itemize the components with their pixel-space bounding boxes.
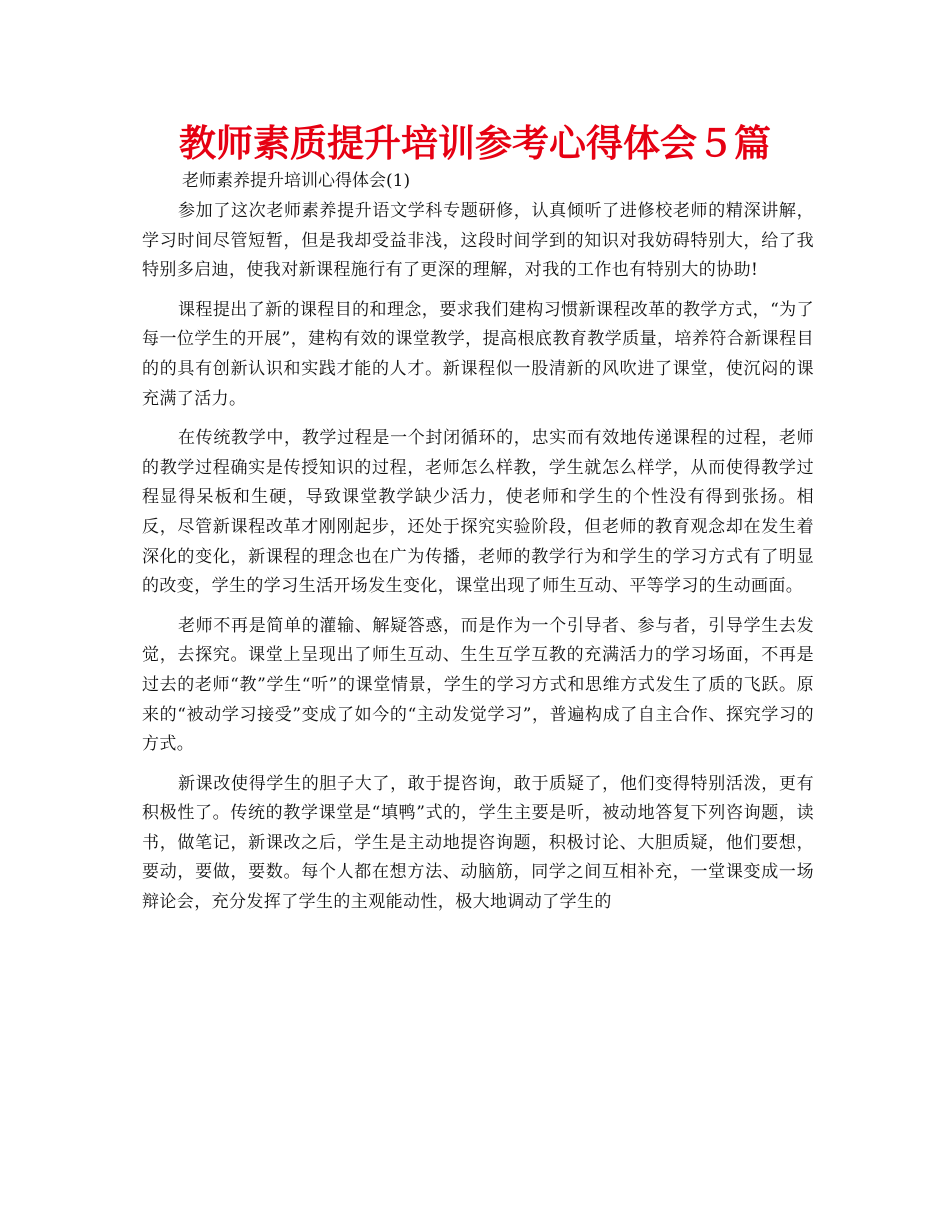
paragraph-4: 老师不再是简单的灌输、解疑答惑，而是作为一个引导者、参与者，引导学生去发觉，去探究。课堂上呈现出了师生互动、生生互学互教的充满活力的学习场面，不再是过去的老师“教”学生“听”的课堂情景，学生的学习方式和思维方式发生了质的飞跃。原来的“被动学习接受”变成了如今的“主动发觉学习”，普遍构成了自主合作、探究学习的方式。: [142, 615, 814, 755]
paragraph-3: 在传统教学中，教学过程是一个封闭循环的，忠实而有效地传递课程的过程，老师的教学过程确实是传授知识的过程，老师怎么样教，学生就怎么样学，从而使得教学过程显得呆板和生硬，导致课堂教学缺少活力，使老师和学生的个性没有得到张扬。相反，尽管新课程改革才刚刚起步，还处于探究实验阶段，但老师的教育观念却在发生着深化的变化，新课程的理念也在广为传播，老师的教学行为和学生的学习方式有了明显的改变，学生的学习生活开场发生变化，课堂出现了师生互动、平等学习的生动画面。: [142, 428, 814, 597]
paragraph-1: 参加了这次老师素养提升语文学科专题研修，认真倾听了进修校老师的精深讲解，学习时间尽管短暂，但是我却受益非浅，这段时间学到的知识对我妨碍特别大，给了我特别多启迪，使我对新课程施行有了更深的理解，对我的工作也有特别大的协助!: [142, 201, 814, 281]
paragraph-2: 课程提出了新的课程目的和理念，要求我们建构习惯新课程改革的教学方式，“为了每一位学生的开展”，建构有效的课堂教学，提高根底教育教学质量，培养符合新课程目的的具有创新认识和实践才能的人才。新课程似一股清新的风吹进了课堂，使沉闷的课充满了活力。: [142, 299, 814, 409]
paragraph-5: 新课改使得学生的胆子大了，敢于提咨询，敢于质疑了，他们变得特别活泼，更有积极性了。传统的教学课堂是“填鸭”式的，学生主要是听，被动地答复下列咨询题，读书，做笔记，新课改之后，学生是主动地提咨询题，积极讨论、大胆质疑，他们要想，要动，要做，要数。每个人都在想方法、动脑筋，同学之间互相补充，一堂课变成一场辩论会，充分发挥了学生的主观能动性，极大地调动了学生的: [142, 773, 814, 913]
document-body: [142, 197, 814, 918]
document-subtitle: 老师素养提升培训心得体会(1): [182, 171, 411, 191]
document-title: 教师素质提升培训参考心得体会５篇: [179, 122, 771, 165]
